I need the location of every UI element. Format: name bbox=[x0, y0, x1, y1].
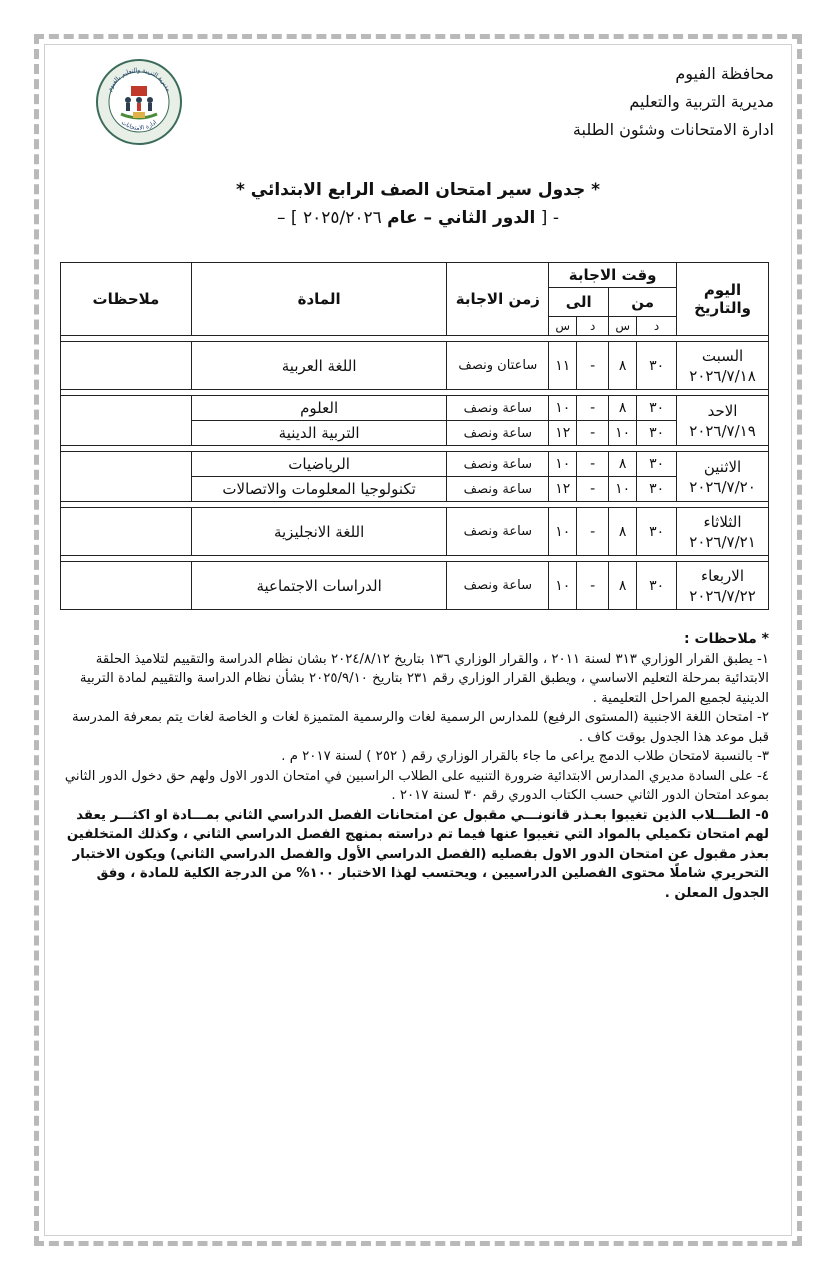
to-hour-cell: ١٢ bbox=[549, 477, 577, 502]
table-row bbox=[61, 562, 769, 610]
subject-cell: العلوم bbox=[191, 396, 447, 421]
to-hour-cell: ١٠ bbox=[549, 508, 577, 556]
from-minute-cell: ٣٠ bbox=[637, 477, 677, 502]
to-minute-cell: - bbox=[577, 562, 609, 610]
to-minute-cell: - bbox=[577, 396, 609, 421]
duration-cell: ساعة ونصف bbox=[447, 508, 549, 556]
note-item-1: ١- يطبق القرار الوزاري ٣١٣ لسنة ٢٠١١ ، والقرار الوزاري ١٣٦ بتاريخ ٢٠٢٤/٨/١٢ بشان نظام الدراسة والتقييم لتلاميذ الحلقة الابتدائية بمرحلة التعليم الاساسي ، ويطبق القرار الوزاري رقم ٢٣١ بتاريخ ٢٠٢٥/٩/١٠ بشأن نظام الدراسة والتقييم لمادة التربية الدينية لجميع المراحل التعليمية . bbox=[79, 651, 769, 706]
day-cell: الاحد ٢٠٢٦/٧/١٩ bbox=[677, 396, 769, 446]
header-subject: المادة bbox=[191, 263, 447, 336]
header-from: من bbox=[609, 288, 677, 317]
table-row bbox=[61, 396, 769, 421]
logo-top-text: مديرية التربية والتعليم بالفيوم bbox=[106, 66, 172, 93]
note-item-2: ٢- امتحان اللغة الاجنبية (المستوى الرفيع) للمدارس الرسمية لغات والرسمية المتميزة لغات و الخاصة لغات يتم بمعرفة المدرسة قبل موعد هذا الجدول بوقت كاف . bbox=[72, 710, 769, 745]
header-answer-time: وقت الاجابة bbox=[549, 263, 677, 288]
from-minute-cell: ٣٠ bbox=[637, 421, 677, 446]
from-minute-cell: ٣٠ bbox=[637, 396, 677, 421]
day-cell: الاثنين ٢٠٢٦/٧/٢٠ bbox=[677, 452, 769, 502]
to-hour-cell: ١١ bbox=[549, 342, 577, 390]
to-minute-cell: - bbox=[577, 452, 609, 477]
subject-cell: الرياضيات bbox=[191, 452, 447, 477]
subject-cell: اللغة الانجليزية bbox=[191, 508, 447, 556]
from-hour-cell: ٨ bbox=[609, 452, 637, 477]
from-minute-cell: ٣٠ bbox=[637, 508, 677, 556]
to-hour-cell: ١٠ bbox=[549, 562, 577, 610]
duration-cell: ساعتان ونصف bbox=[447, 342, 549, 390]
header-day-date: اليوم والتاريخ bbox=[677, 263, 769, 336]
day-cell: السبت ٢٠٢٦/٧/١٨ bbox=[677, 342, 769, 390]
header-duration: زمن الاجابة bbox=[447, 263, 549, 336]
from-hour-cell: ١٠ bbox=[609, 421, 637, 446]
to-hour-cell: ١٢ bbox=[549, 421, 577, 446]
from-hour-cell: ٨ bbox=[609, 342, 637, 390]
header-from-minute: د bbox=[637, 317, 677, 336]
to-minute-cell: - bbox=[577, 508, 609, 556]
header-to-hour: س bbox=[549, 317, 577, 336]
from-minute-cell: ٣٠ bbox=[637, 562, 677, 610]
subtitle-session: الدور الثاني – عام bbox=[387, 208, 536, 228]
notes-cell bbox=[61, 452, 192, 502]
header-from-hour: س bbox=[609, 317, 637, 336]
to-hour-cell: ١٠ bbox=[549, 452, 577, 477]
table-row bbox=[61, 508, 769, 556]
subject-cell: تكنولوجيا المعلومات والاتصالات bbox=[191, 477, 447, 502]
department-label: ادارة الامتحانات وشئون الطلبة bbox=[572, 120, 774, 139]
from-hour-cell: ١٠ bbox=[609, 477, 637, 502]
issuer-header bbox=[573, 60, 774, 144]
document-subtitle bbox=[0, 208, 836, 228]
subtitle-prefix: - [ bbox=[540, 208, 559, 228]
subject-cell: اللغة العربية bbox=[191, 342, 447, 390]
duration-cell: ساعة ونصف bbox=[447, 477, 549, 502]
from-hour-cell: ٨ bbox=[609, 396, 637, 421]
day-cell: الاربعاء ٢٠٢٦/٧/٢٢ bbox=[677, 562, 769, 610]
table-row bbox=[61, 452, 769, 477]
exams-department-logo bbox=[95, 58, 183, 146]
directorate-label: مديرية التربية والتعليم bbox=[629, 92, 774, 111]
notes-cell bbox=[61, 562, 192, 610]
subject-cell: التربية الدينية bbox=[191, 421, 447, 446]
from-minute-cell: ٣٠ bbox=[637, 452, 677, 477]
header-notes: ملاحظات bbox=[61, 263, 192, 336]
from-hour-cell: ٨ bbox=[609, 508, 637, 556]
governorate-label: محافظة الفيوم bbox=[675, 64, 774, 83]
logo-bottom-text: ادارة الامتحانات bbox=[119, 118, 159, 132]
duration-cell: ساعة ونصف bbox=[447, 396, 549, 421]
subject-cell: الدراسات الاجتماعية bbox=[191, 562, 447, 610]
note-item-4: ٤- على السادة مديري المدارس الابتدائية ضرورة التنبيه على الطلاب الراسبين في امتحان الدور الاول ولهم حق دخول الدور الثاني بموعد امتحان الدور الثاني حسب الكتاب الدوري رقم ٣٠ لسنة ٢٠١٧ . bbox=[64, 768, 769, 803]
notes-section bbox=[60, 630, 769, 903]
note-item-5: ٥- الطـــلاب الذين تغيبوا بعـذر قانونـــي مقبول عن امتحانات الفصل الدراسي الثاني بمـــادة او اكثـــر يعقد لهم امتحان تكميلي بالمواد التي تغيبوا عنها فيما تم دراسته بمنهج الفصل الدراسي الثاني ، وكذلك المتخلفين بعذر مقبول عن امتحان الدور الاول بفصليه (الفصل الدراسي الأول والفصل الدراسي الثاني) ويكون الاختبار التحريري شاملًا محتوى الفصلين الدراسيين ، ويحتسب لهذا الاختبار ١٠٠% من الدرجة الكلية للمادة ، وفق الجدول المعلن . bbox=[66, 807, 769, 901]
to-minute-cell: - bbox=[577, 477, 609, 502]
notes-cell bbox=[61, 396, 192, 446]
document-title: * جدول سير امتحان الصف الرابع الابتدائي * bbox=[235, 180, 601, 200]
notes-cell bbox=[61, 508, 192, 556]
subtitle-year: ٢٠٢٥/٢٠٢٦ ] – bbox=[277, 208, 382, 228]
to-hour-cell: ١٠ bbox=[549, 396, 577, 421]
duration-cell: ساعة ونصف bbox=[447, 452, 549, 477]
duration-cell: ساعة ونصف bbox=[447, 562, 549, 610]
notes-heading: * ملاحظات : bbox=[683, 631, 769, 647]
exam-schedule-table bbox=[60, 262, 769, 610]
day-cell: الثلاثاء ٢٠٢٦/٧/٢١ bbox=[677, 508, 769, 556]
header-to-minute: د bbox=[577, 317, 609, 336]
duration-cell: ساعة ونصف bbox=[447, 421, 549, 446]
table-row bbox=[61, 342, 769, 390]
header-to: الى bbox=[549, 288, 609, 317]
notes-cell bbox=[61, 342, 192, 390]
from-hour-cell: ٨ bbox=[609, 562, 637, 610]
from-minute-cell: ٣٠ bbox=[637, 342, 677, 390]
note-item-3: ٣- بالنسبة لامتحان طلاب الدمج يراعى ما جاء بالقرار الوزاري رقم ( ٢٥٢ ) لسنة ٢٠١٧ م . bbox=[281, 749, 769, 764]
to-minute-cell: - bbox=[577, 421, 609, 446]
to-minute-cell: - bbox=[577, 342, 609, 390]
